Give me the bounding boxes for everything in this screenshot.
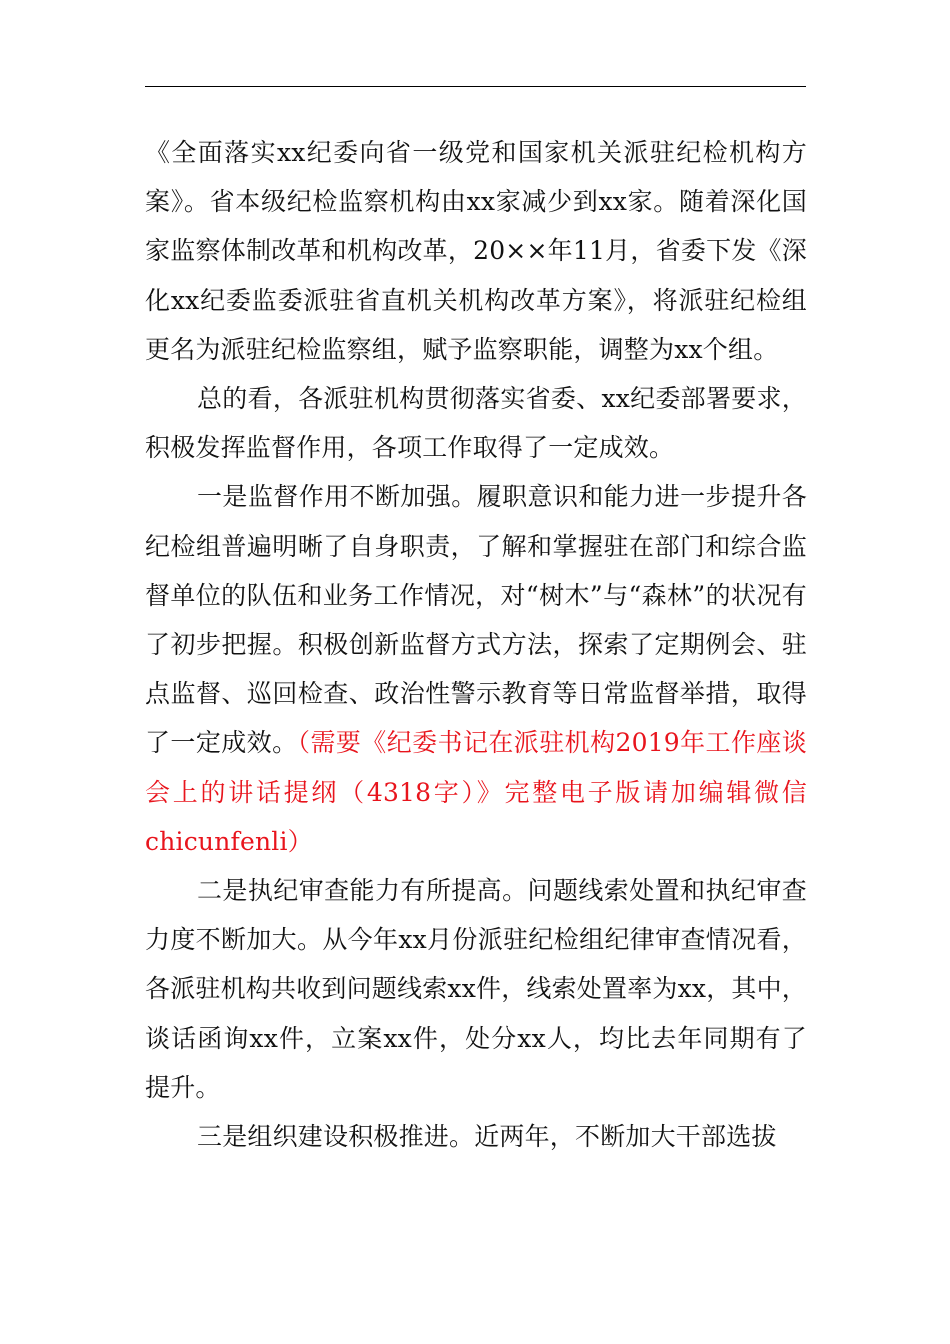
paragraph-3-text: 一是监督作用不断加强。履职意识和能力进一步提升各纪检组普遍明晰了自身职责，了解和掌握驻在部门和综合监督单位的队伍和业务工作情况，对“树木”与“森林”的状况有了初步把握。积极创新监督方式方法，探索了定期例会、驻点监督、巡回检查、政治性警示教育等日常监督举措，取得了一定成效。 [145,482,807,758]
header-rule [145,86,806,87]
document-body [145,128,807,1161]
paragraph-4: 二是执纪审查能力有所提高。问题线索处置和执纪审查力度不断加大。从今年xx月份派驻纪检组纪律审查情况看，各派驻机构共收到问题线索xx件，线索处置率为xx，其中，谈话函询xx件，立案xx件，处分xx人，均比去年同期有了提升。 [145,876,807,1102]
paragraph-2: 总的看，各派驻机构贯彻落实省委、xx纪委部署要求，积极发挥监督作用，各项工作取得了一定成效。 [145,384,807,463]
red-note: （需要《纪委书记在派驻机构2019年工作座谈会上的讲话提纲（4318字）》完整电子版请加编辑微信chicunfenli） [145,728,808,856]
paragraph-3 [145,472,807,866]
paragraph-1: 《全面落实xx纪委向省一级党和国家机关派驻纪检机构方案》。省本级纪检监察机构由xx家减少到xx家。随着深化国家监察体制改革和机构改革，20××年11月，省委下发《深化xx纪委监委派驻省直机关机构改革方案》，将派驻纪检组更名为派驻纪检监察组，赋予监察职能，调整为xx个组。 [145,138,807,364]
paragraph-5: 三是组织建设积极推进。近两年，不断加大干部选拔 [197,1122,777,1152]
